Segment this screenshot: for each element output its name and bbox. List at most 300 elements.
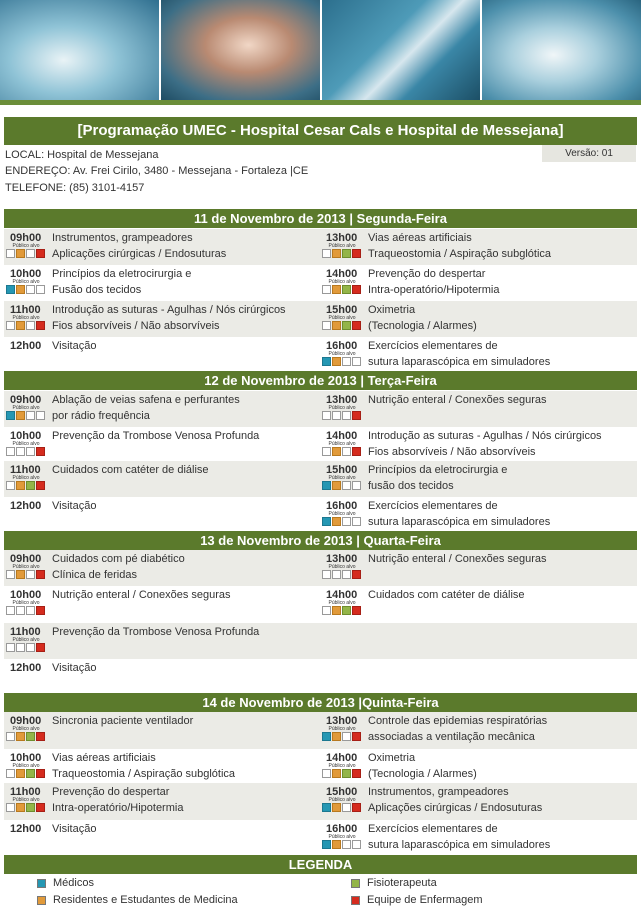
audience-square-residentes [332, 481, 341, 490]
audience-squares [6, 643, 46, 652]
audience-square-residentes [332, 447, 341, 456]
session-topic: Visitação [52, 823, 97, 835]
session-left [4, 461, 320, 497]
target-audience-badge [322, 351, 362, 366]
audience-square-enfermagem [36, 411, 45, 420]
schedule-row [4, 229, 637, 265]
session-right [320, 337, 637, 371]
audience-square-fisioterapeuta [26, 769, 35, 778]
session-left [4, 229, 320, 265]
session-right [320, 229, 637, 265]
session-right [320, 550, 637, 586]
surgeons-photo [322, 0, 483, 100]
session-topic: Cuidados com catéter de diálise [368, 589, 525, 601]
audience-square-medicos [322, 447, 331, 456]
audience-square-medicos [6, 606, 15, 615]
audience-square-fisioterapeuta [26, 732, 35, 741]
audience-squares [6, 447, 46, 456]
session-left [4, 497, 320, 531]
audience-square-enfermagem [352, 517, 361, 526]
legend-swatch-medicos [37, 879, 46, 888]
audience-square-fisioterapeuta [342, 357, 351, 366]
target-audience-label: Público alvo [12, 564, 40, 570]
target-audience-label: Público alvo [12, 243, 40, 249]
target-audience-label: Público alvo [328, 315, 356, 321]
session-topic: Exercícios elementares de [368, 340, 498, 352]
audience-squares [6, 481, 46, 490]
audience-square-residentes [16, 732, 25, 741]
audience-square-enfermagem [352, 732, 361, 741]
target-audience-badge [6, 600, 46, 615]
audience-square-enfermagem [36, 285, 45, 294]
session-time: 10h00 [10, 752, 42, 764]
audience-square-fisioterapeuta [26, 606, 35, 615]
audience-square-medicos [322, 606, 331, 615]
audience-square-medicos [6, 481, 15, 490]
schedule-row [4, 712, 637, 749]
schedule-row [4, 749, 637, 783]
audience-square-medicos [6, 285, 15, 294]
session-left [4, 337, 320, 371]
session-topic: Controle das epidemias respiratórias [368, 715, 548, 727]
session-right [320, 623, 637, 659]
target-audience-label: Público alvo [328, 726, 356, 732]
session-time: 11h00 [10, 786, 41, 798]
session-left [4, 301, 320, 337]
audience-square-medicos [322, 357, 331, 366]
schedule-row [4, 265, 637, 301]
audience-squares [322, 357, 362, 366]
audience-squares [322, 321, 362, 330]
audience-square-medicos [6, 769, 15, 778]
session-time: 13h00 [326, 232, 358, 244]
audience-square-medicos [6, 447, 15, 456]
session-topic: Vias aéreas artificiais [52, 752, 156, 764]
audience-squares [322, 732, 362, 741]
session-time: 16h00 [326, 340, 358, 352]
target-audience-label: Público alvo [12, 315, 40, 321]
audience-square-enfermagem [352, 321, 361, 330]
schedule-row [4, 391, 637, 427]
day-header: 14 de Novembro de 2013 |Quinta-Feira [4, 693, 637, 712]
audience-square-medicos [322, 481, 331, 490]
target-audience-badge [322, 600, 362, 615]
audience-square-enfermagem [36, 606, 45, 615]
day-header: 12 de Novembro de 2013 | Terça-Feira [4, 371, 637, 390]
session-time: 16h00 [326, 500, 358, 512]
audience-square-residentes [332, 517, 341, 526]
audience-square-residentes [16, 481, 25, 490]
day-header: 11 de Novembro de 2013 | Segunda-Feira [4, 209, 637, 228]
target-audience-badge [322, 475, 362, 490]
audience-square-residentes [332, 411, 341, 420]
session-right [320, 783, 637, 820]
session-subtopic: Intra-operatório/Hipotermia [52, 802, 184, 814]
target-audience-badge [322, 726, 362, 741]
audience-square-residentes [16, 643, 25, 652]
session-topic: Prevenção do despertar [52, 786, 170, 798]
target-audience-badge [6, 315, 46, 330]
audience-squares [322, 606, 362, 615]
target-audience-badge [322, 243, 362, 258]
legend-item-enfermagem: Equipe de Enfermagem [367, 894, 483, 906]
audience-square-fisioterapeuta [342, 411, 351, 420]
target-audience-label: Público alvo [12, 637, 40, 643]
audience-square-enfermagem [36, 249, 45, 258]
session-left [4, 623, 320, 659]
session-topic: Introdução as suturas - Agulhas / Nós cirúrgicos [368, 430, 602, 442]
session-time: 09h00 [10, 394, 42, 406]
page-title: [Programação UMEC - Hospital Cesar Cals e Hospital de Messejana] [4, 117, 637, 145]
audience-square-medicos [322, 570, 331, 579]
audience-square-fisioterapeuta [342, 769, 351, 778]
session-left [4, 783, 320, 820]
session-subtopic: Aplicações cirúrgicas / Endosuturas [368, 802, 543, 814]
audience-square-fisioterapeuta [342, 321, 351, 330]
local-text: LOCAL: Hospital de Messejana [5, 149, 159, 161]
target-audience-label: Público alvo [12, 797, 40, 803]
audience-squares [6, 732, 46, 741]
target-audience-badge [322, 763, 362, 778]
session-time: 11h00 [10, 464, 41, 476]
audience-square-residentes [16, 285, 25, 294]
session-time: 13h00 [326, 553, 358, 565]
target-audience-label: Público alvo [12, 441, 40, 447]
session-time: 12h00 [10, 662, 42, 674]
session-topic: Sincronia paciente ventilador [52, 715, 194, 727]
session-time: 12h00 [10, 500, 42, 512]
session-right [320, 461, 637, 497]
audience-square-enfermagem [36, 769, 45, 778]
session-right [320, 497, 637, 531]
session-time: 13h00 [326, 715, 358, 727]
audience-square-medicos [322, 840, 331, 849]
audience-square-residentes [16, 411, 25, 420]
audience-square-medicos [322, 285, 331, 294]
session-right [320, 659, 637, 693]
schedule-row [4, 427, 637, 461]
audience-square-fisioterapeuta [342, 803, 351, 812]
legend-title: LEGENDA [4, 855, 637, 874]
audience-squares [6, 803, 46, 812]
session-topic: Visitação [52, 340, 97, 352]
target-audience-label: Público alvo [328, 797, 356, 803]
phone-text: TELEFONE: (85) 3101-4157 [5, 182, 145, 194]
target-audience-badge [322, 405, 362, 420]
audience-squares [6, 769, 46, 778]
session-topic: Cuidados com catéter de diálise [52, 464, 209, 476]
surgical-instruments-photo [0, 0, 161, 100]
session-time: 11h00 [10, 626, 41, 638]
session-topic: Nutrição enteral / Conexões seguras [368, 394, 547, 406]
session-topic: Prevenção da Trombose Venosa Profunda [52, 430, 260, 442]
audience-square-residentes [332, 570, 341, 579]
session-left [4, 586, 320, 623]
audience-square-residentes [332, 357, 341, 366]
session-topic: Introdução as suturas - Agulhas / Nós cirúrgicos [52, 304, 286, 316]
target-audience-badge [6, 637, 46, 652]
session-topic: Princípios da eletrocirurgia e [52, 268, 192, 280]
audience-square-fisioterapeuta [26, 803, 35, 812]
session-subtopic: Clínica de feridas [52, 569, 137, 581]
audience-squares [322, 517, 362, 526]
audience-square-fisioterapeuta [26, 570, 35, 579]
audience-squares [322, 447, 362, 456]
target-audience-badge [6, 726, 46, 741]
audience-square-enfermagem [352, 570, 361, 579]
session-time: 10h00 [10, 589, 42, 601]
session-right [320, 749, 637, 783]
audience-square-medicos [6, 803, 15, 812]
session-subtopic: sutura laparascópica em simuladores [368, 516, 551, 528]
session-topic: Oximetria [368, 752, 416, 764]
session-right [320, 712, 637, 749]
session-subtopic: Fios absorvíveis / Não absorvíveis [368, 446, 536, 458]
audience-squares [322, 769, 362, 778]
session-topic: Prevenção do despertar [368, 268, 486, 280]
audience-squares [322, 411, 362, 420]
audience-square-medicos [6, 732, 15, 741]
legend-item-residentes: Residentes e Estudantes de Medicina [53, 894, 238, 906]
audience-square-medicos [322, 411, 331, 420]
session-subtopic: fusão dos tecidos [368, 480, 454, 492]
audience-square-enfermagem [36, 803, 45, 812]
audience-square-residentes [16, 803, 25, 812]
audience-squares [322, 249, 362, 258]
audience-square-residentes [16, 570, 25, 579]
audience-square-fisioterapeuta [342, 732, 351, 741]
schedule-row [4, 461, 637, 497]
session-left [4, 749, 320, 783]
session-topic: Visitação [52, 662, 97, 674]
audience-square-residentes [332, 285, 341, 294]
session-topic: Vias aéreas artificiais [368, 232, 472, 244]
session-subtopic: Fusão dos tecidos [52, 284, 142, 296]
audience-square-fisioterapeuta [26, 481, 35, 490]
target-audience-label: Público alvo [12, 405, 40, 411]
target-audience-label: Público alvo [328, 243, 356, 249]
audience-square-residentes [16, 321, 25, 330]
session-subtopic: sutura laparascópica em simuladores [368, 839, 551, 851]
schedule-row [4, 497, 637, 531]
audience-square-residentes [332, 732, 341, 741]
version-badge: Versão: 01 [542, 145, 636, 162]
audience-square-fisioterapeuta [26, 447, 35, 456]
schedule-row [4, 820, 637, 855]
target-audience-badge [322, 315, 362, 330]
audience-square-fisioterapeuta [342, 570, 351, 579]
target-audience-label: Público alvo [12, 600, 40, 606]
audience-square-fisioterapeuta [26, 249, 35, 258]
session-time: 15h00 [326, 464, 358, 476]
photo-banner [0, 0, 641, 100]
session-topic: Ablação de veias safena e perfurantes [52, 394, 240, 406]
session-topic: Instrumentos, grampeadores [52, 232, 193, 244]
session-time: 16h00 [326, 823, 358, 835]
audience-squares [322, 570, 362, 579]
audience-squares [322, 803, 362, 812]
audience-square-fisioterapeuta [26, 411, 35, 420]
target-audience-label: Público alvo [328, 441, 356, 447]
session-left [4, 391, 320, 427]
audience-square-enfermagem [36, 732, 45, 741]
session-left [4, 820, 320, 855]
audience-square-residentes [332, 803, 341, 812]
audience-squares [322, 481, 362, 490]
session-topic: Prevenção da Trombose Venosa Profunda [52, 626, 260, 638]
target-audience-label: Público alvo [328, 351, 356, 357]
target-audience-label: Público alvo [328, 279, 356, 285]
schedule-row [4, 301, 637, 337]
session-topic: Nutrição enteral / Conexões seguras [52, 589, 231, 601]
session-topic: Nutrição enteral / Conexões seguras [368, 553, 547, 565]
audience-square-enfermagem [36, 570, 45, 579]
audience-square-enfermagem [36, 481, 45, 490]
schedule-row [4, 586, 637, 623]
target-audience-label: Público alvo [328, 405, 356, 411]
session-topic: Exercícios elementares de [368, 500, 498, 512]
audience-square-fisioterapeuta [342, 285, 351, 294]
audience-square-enfermagem [352, 357, 361, 366]
session-time: 14h00 [326, 752, 358, 764]
session-right [320, 301, 637, 337]
target-audience-label: Público alvo [328, 763, 356, 769]
session-time: 10h00 [10, 430, 42, 442]
legend-swatch-enfermagem [351, 896, 360, 905]
session-time: 15h00 [326, 786, 358, 798]
audience-square-fisioterapeuta [342, 840, 351, 849]
audience-square-residentes [332, 840, 341, 849]
session-left [4, 659, 320, 693]
audience-square-enfermagem [36, 321, 45, 330]
audience-square-enfermagem [352, 249, 361, 258]
session-left [4, 265, 320, 301]
target-audience-badge [6, 405, 46, 420]
target-audience-badge [322, 511, 362, 526]
session-time: 12h00 [10, 340, 42, 352]
audience-square-fisioterapeuta [342, 517, 351, 526]
audience-square-enfermagem [352, 285, 361, 294]
audience-squares [6, 249, 46, 258]
audience-square-medicos [322, 249, 331, 258]
legend-item-medicos: Médicos [53, 877, 94, 889]
audience-squares [6, 321, 46, 330]
session-time: 10h00 [10, 268, 42, 280]
audience-square-residentes [16, 769, 25, 778]
audience-square-enfermagem [352, 840, 361, 849]
target-audience-label: Público alvo [12, 726, 40, 732]
target-audience-badge [6, 475, 46, 490]
target-audience-label: Público alvo [328, 564, 356, 570]
audience-square-medicos [6, 321, 15, 330]
audience-square-medicos [322, 517, 331, 526]
target-audience-badge [322, 279, 362, 294]
audience-square-fisioterapeuta [342, 447, 351, 456]
session-subtopic: (Tecnologia / Alarmes) [368, 320, 477, 332]
audience-square-fisioterapeuta [26, 285, 35, 294]
audience-square-fisioterapeuta [26, 321, 35, 330]
audience-squares [322, 840, 362, 849]
audience-square-fisioterapeuta [342, 481, 351, 490]
session-subtopic: Traqueostomia / Aspiração subglótica [52, 768, 236, 780]
session-right [320, 820, 637, 855]
surgical-gloves-photo [482, 0, 641, 100]
session-subtopic: Aplicações cirúrgicas / Endosuturas [52, 248, 227, 260]
target-audience-label: Público alvo [12, 279, 40, 285]
audience-square-fisioterapeuta [342, 606, 351, 615]
audience-square-medicos [322, 732, 331, 741]
session-topic: Visitação [52, 500, 97, 512]
audience-square-medicos [322, 321, 331, 330]
audience-squares [6, 570, 46, 579]
schedule-row [4, 337, 637, 371]
session-left [4, 712, 320, 749]
audience-square-enfermagem [36, 447, 45, 456]
target-audience-badge [322, 441, 362, 456]
session-subtopic: (Tecnologia / Alarmes) [368, 768, 477, 780]
session-left [4, 550, 320, 586]
session-subtopic: sutura laparascópica em simuladores [368, 356, 551, 368]
session-time: 14h00 [326, 268, 358, 280]
session-time: 15h00 [326, 304, 358, 316]
session-time: 12h00 [10, 823, 42, 835]
target-audience-badge [6, 441, 46, 456]
audience-square-residentes [332, 249, 341, 258]
session-time: 14h00 [326, 430, 358, 442]
address-text: ENDEREÇO: Av. Frei Cirilo, 3480 - Messejana - Fortaleza |CE [5, 165, 309, 177]
audience-square-enfermagem [352, 411, 361, 420]
audience-square-enfermagem [36, 643, 45, 652]
target-audience-label: Público alvo [328, 600, 356, 606]
legend-swatch-fisioterapeuta [351, 879, 360, 888]
session-time: 09h00 [10, 553, 42, 565]
session-time: 11h00 [10, 304, 41, 316]
audience-square-medicos [322, 803, 331, 812]
audience-square-fisioterapeuta [26, 643, 35, 652]
session-time: 09h00 [10, 232, 42, 244]
session-subtopic: Fios absorvíveis / Não absorvíveis [52, 320, 220, 332]
audience-square-medicos [6, 643, 15, 652]
audience-square-residentes [332, 321, 341, 330]
session-topic: Oximetria [368, 304, 416, 316]
schedule-row [4, 623, 637, 659]
audience-square-medicos [6, 411, 15, 420]
surgery-hands-photo [161, 0, 322, 100]
session-subtopic: Intra-operatório/Hipotermia [368, 284, 500, 296]
session-left [4, 427, 320, 461]
session-subtopic: Traqueostomia / Aspiração subglótica [368, 248, 552, 260]
target-audience-label: Público alvo [12, 763, 40, 769]
target-audience-label: Público alvo [12, 475, 40, 481]
target-audience-badge [6, 243, 46, 258]
audience-square-residentes [16, 249, 25, 258]
target-audience-badge [322, 834, 362, 849]
session-topic: Princípios da eletrocirurgia e [368, 464, 508, 476]
legend-item-fisioterapeuta: Fisioterapeuta [367, 877, 437, 889]
schedule-row [4, 550, 637, 586]
audience-square-residentes [332, 769, 341, 778]
target-audience-badge [322, 797, 362, 812]
target-audience-badge [6, 279, 46, 294]
schedule-row [4, 659, 637, 693]
audience-squares [6, 285, 46, 294]
audience-square-enfermagem [352, 447, 361, 456]
banner-divider [0, 100, 641, 105]
audience-squares [322, 285, 362, 294]
audience-squares [6, 606, 46, 615]
session-time: 14h00 [326, 589, 358, 601]
audience-square-enfermagem [352, 606, 361, 615]
